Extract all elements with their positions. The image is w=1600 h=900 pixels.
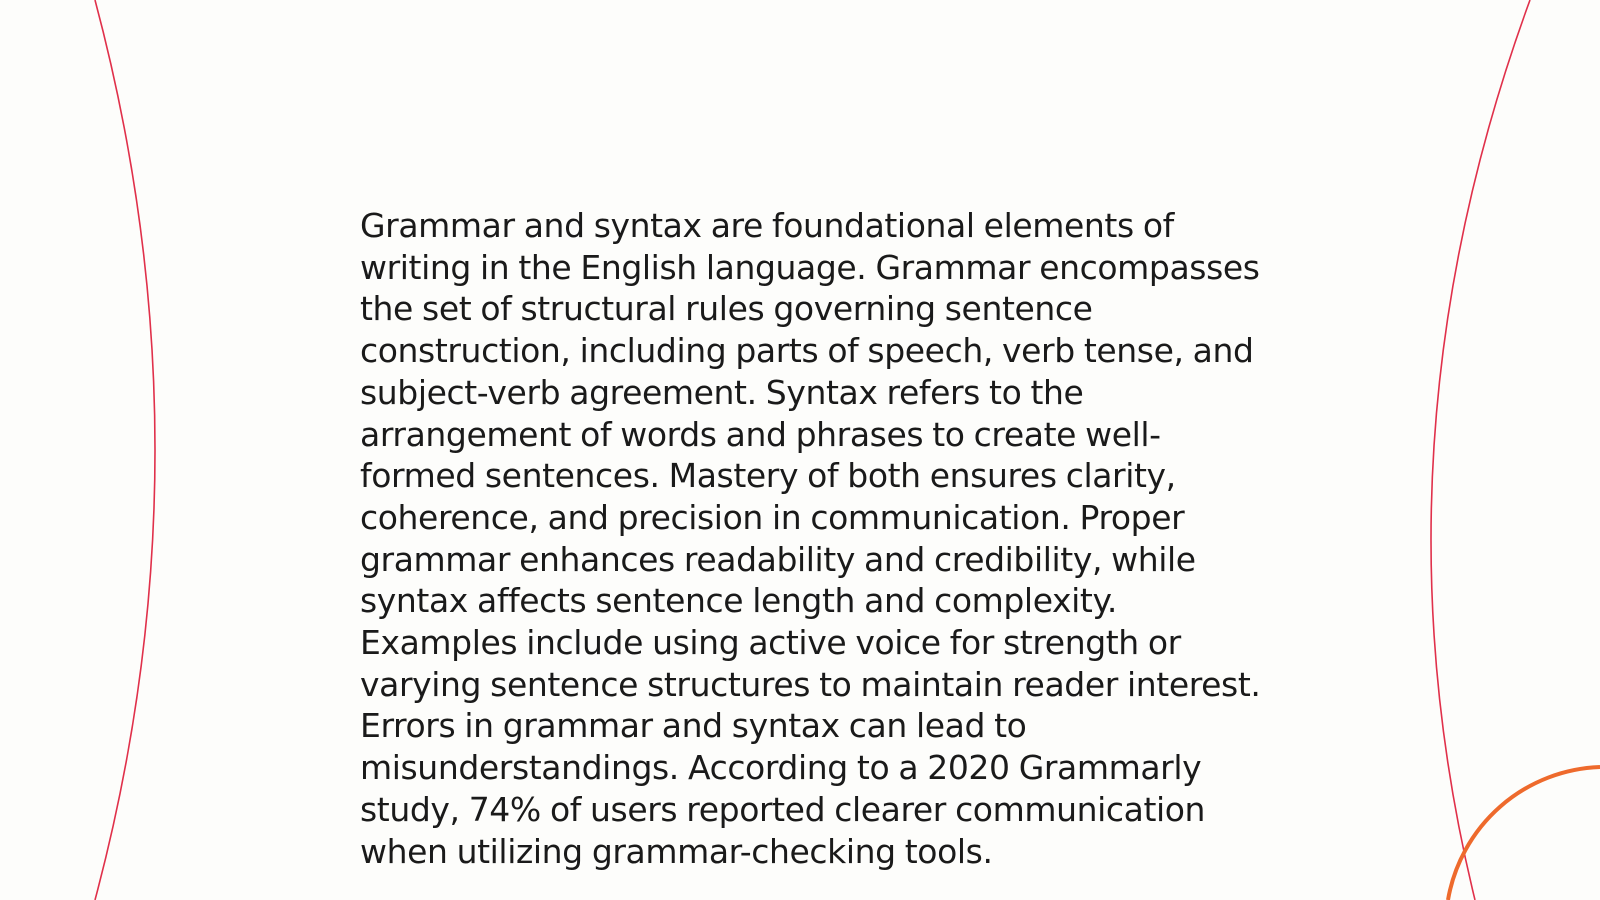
left-curve	[95, 0, 155, 900]
body-paragraph: Grammar and syntax are foundational elements of writing in the English language. Grammar encompasses the set of structural rules governing sentence construction, including parts of speech, verb tense, and subject-verb agreement. Syntax refers to the arrangement of words and phrases to create well-formed sentences. Mastery of both ensures clarity, coherence, and precision in communication. Proper grammar enhances readability and credibility, while syntax affects sentence length and complexity. Examples include using active voice for strength or varying sentence structures to maintain reader interest. Errors in grammar and syntax can lead to misunderstandings. According to a 2020 Grammarly study, 74% of users reported clearer communication when utilizing grammar-checking tools.	[360, 206, 1261, 871]
right-curve	[1431, 0, 1530, 900]
